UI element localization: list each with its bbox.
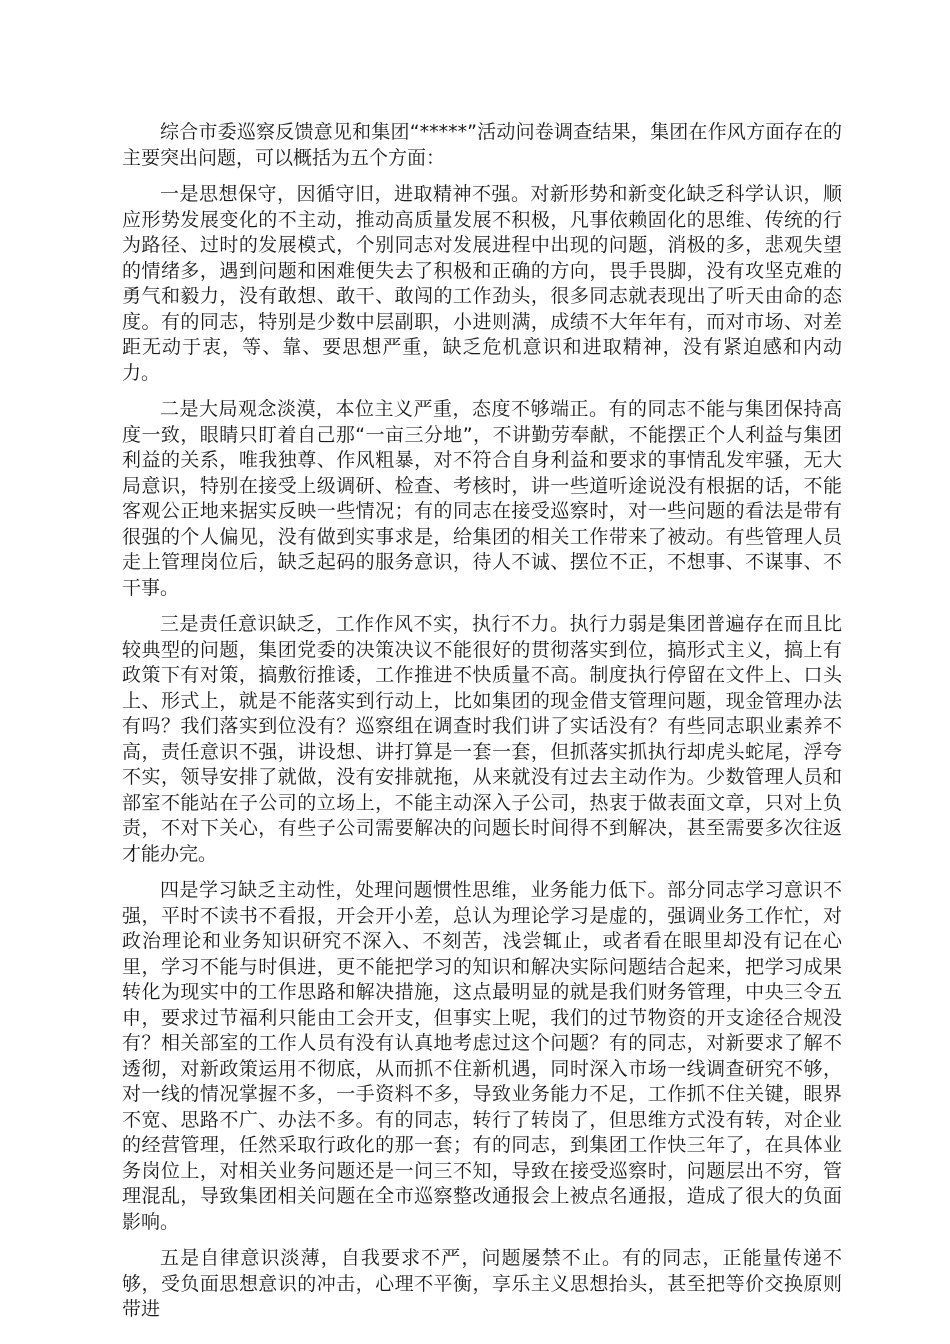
document-page [122, 120, 842, 1334]
issue-4-paragraph: 四是学习缺乏主动性，处理问题惯性思维，业务能力低下。部分同志学习意识不强，平时不读书不看报，开会开小差，总认为理论学习是虚的，强调业务工作忙，对政治理论和业务知识研究不深入、不刻苦，浅尝辄止，或者看在眼里却没有记在心里，学习不能与时俱进，更不能把学习的知识和解决实际问题结合起来，把学习成果转化为现实中的工作思路和解决措施，这点最明显的就是我们财务管理，中央三令五申，要求过节福利只能由工会开支，但事实上呢，我们的过节物资的开支途径合规没有？相关部室的工作人员有没有认真地考虑过这个问题？有的同志，对新要求了解不透彻，对新政策运用不彻底，从而抓不住新机遇，同时深入市场一线调查研究不够，对一线的情况掌握不多，一手资料不多，导致业务能力不足，工作抓不住关键，眼界不宽、思路不广、办法不多。有的同志，转行了转岗了，但思维方式没有转，对企业的经营管理，任然采取行政化的那一套；有的同志，到集团工作快三年了，在具体业务岗位上，对相关业务问题还是一问三不知，导致在接受巡察时，问题层出不穷，管理混乱，导致集团相关问题在全市巡察整改通报会上被点名通报，造成了很大的负面影响。 [122, 879, 842, 1233]
issue-1-paragraph: 一是思想保守，因循守旧，进取精神不强。对新形势和新变化缺乏科学认识，顺应形势发展变化的不主动，推动高质量发展不积极，凡事依赖固化的思维、传统的行为路径、过时的发展模式，个别同志对发展进程中出现的问题，消极的多，悲观失望的情绪多，遇到问题和困难便失去了积极和正确的方向，畏手畏脚，没有攻坚克难的勇气和毅力，没有敢想、敢干、敢闯的工作劲头，很多同志就表现出了听天由命的态度。有的同志，特别是少数中层副职，小进则满，成绩不大年年有，而对市场、对差距无动于衷，等、靠、要思想严重，缺乏危机意识和进取精神，没有紧迫感和内动力。 [122, 183, 842, 384]
issue-5-paragraph: 五是自律意识淡薄，自我要求不严，问题屡禁不止。有的同志，正能量传递不够，受负面思想意识的冲击，心理不平衡，享乐主义思想抬头，甚至把等价交换原则带进 [122, 1247, 842, 1320]
issue-2-paragraph: 二是大局观念淡漠，本位主义严重，态度不够端正。有的同志不能与集团保持高度一致，眼睛只盯着自己那“一亩三分地”，不讲勤劳奉献，不能摆正个人利益与集团利益的关系，唯我独尊、作风粗暴，对不符合自身利益和要求的事情乱发牢骚，无大局意识，特别在接受上级调研、检查、考核时，讲一些道听途说没有根据的话，不能客观公正地来据实反映一些情况；有的同志在接受巡察时，对一些问题的看法是带有很强的个人偏见，没有做到实事求是，给集团的相关工作带来了被动。有些管理人员走上管理岗位后，缺乏起码的服务意识，待人不诚、摆位不正，不想事、不谋事、不干事。 [122, 398, 842, 599]
issue-3-paragraph: 三是责任意识缺乏，工作作风不实，执行不力。执行力弱是集团普遍存在而且比较典型的问题，集团党委的决策决议不能很好的贯彻落实到位，搞形式主义，搞上有政策下有对策，搞敷衍推诿，工作推进不快质量不高。制度执行停留在文件上、口头上、形式上，就是不能落实到行动上，比如集团的现金借支管理问题，现金管理办法有吗？我们落实到位没有？巡察组在调查时我们讲了实话没有？有些同志职业素养不高，责任意识不强，讲设想、讲打算是一套一套，但抓落实抓执行却虎头蛇尾，浮夸不实，领导安排了就做，没有安排就拖，从来就没有过去主动作为。少数管理人员和部室不能站在子公司的立场上，不能主动深入子公司，热衷于做表面文章，只对上负责，不对下关心，有些子公司需要解决的问题长时间得不到解决，甚至需要多次往返才能办完。 [122, 613, 842, 865]
intro-paragraph: 综合市委巡察反馈意见和集团“*****”活动问卷调查结果，集团在作风方面存在的主要突出问题，可以概括为五个方面： [122, 121, 842, 169]
